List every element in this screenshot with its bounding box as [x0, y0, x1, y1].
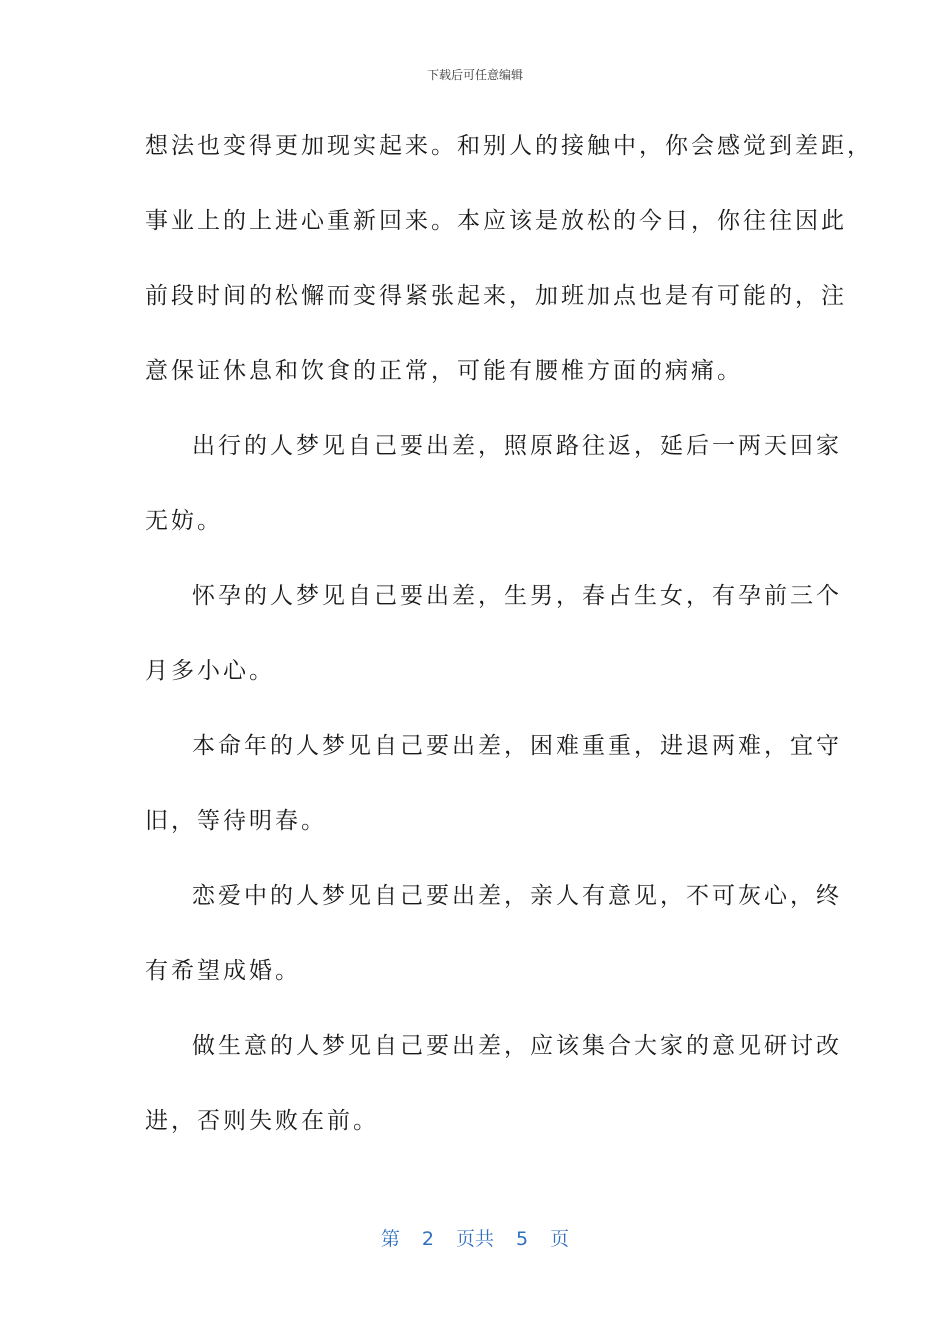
text-line: 前段时间的松懈而变得紧张起来，加班加点也是有可能的，注: [145, 283, 847, 309]
text-line: 月多小心。: [145, 658, 275, 684]
text-line: 进，否则失败在前。: [145, 1108, 379, 1134]
footer-suffix: 页: [550, 1228, 570, 1250]
footer-prefix: 第: [380, 1228, 400, 1250]
paragraph-start-line: 本命年的人梦见自己要出差，困难重重，进退两难，宜守: [192, 733, 842, 759]
total-pages-number: 5: [516, 1228, 529, 1250]
document-body: [145, 121, 873, 1171]
footer-middle: 页共: [455, 1228, 494, 1250]
paragraph-start-line: 做生意的人梦见自己要出差，应该集合大家的意见研讨改: [192, 1033, 842, 1059]
text-line: 旧，等待明春。: [145, 808, 327, 834]
page-number-footer: [0, 1224, 950, 1251]
paragraph-start-line: 出行的人梦见自己要出差，照原路往返，延后一两天回家: [192, 433, 842, 459]
paragraph-start-line: 怀孕的人梦见自己要出差，生男，春占生女，有孕前三个: [192, 583, 842, 609]
text-line: 无妨。: [145, 508, 223, 534]
current-page-number: 2: [421, 1228, 434, 1250]
text-line: 有希望成婚。: [145, 958, 301, 984]
text-line: 想法也变得更加现实起来。和别人的接触中，你会感觉到差距，: [145, 133, 873, 159]
text-line: 事业上的上进心重新回来。本应该是放松的今日，你往往因此: [145, 208, 847, 234]
page-header: 下载后可任意编辑: [426, 68, 523, 82]
paragraph-start-line: 恋爱中的人梦见自己要出差，亲人有意见，不可灰心，终: [192, 883, 842, 909]
text-line: 意保证休息和饮食的正常，可能有腰椎方面的病痛。: [145, 358, 743, 384]
